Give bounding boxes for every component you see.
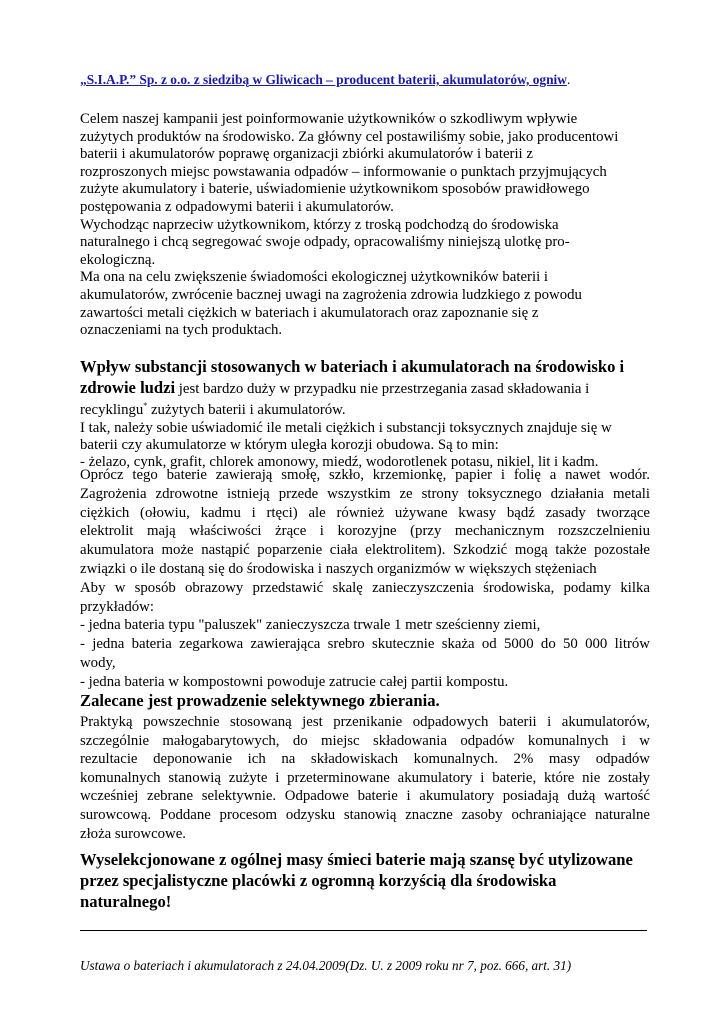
section-selective-body (80, 713, 650, 843)
body-line: złoża surowcowe. (80, 825, 186, 842)
recycling-rest: zużytych baterii i akumulatorów. (147, 402, 346, 418)
intro-line: postępowania z odpadowymi baterii i akumulatorów. (80, 198, 394, 215)
impact-line: baterii czy akumulatorze w którym uległa korozji obudowa. Są to min: (80, 437, 499, 453)
intro-line: Celem naszej kampanii jest poinformowanie użytkowników o szkodliwym wpływie (80, 111, 578, 127)
intro-line: akumulatorów, zwrócenie bacznej uwagi na zagrożenia zdrowia ludzkiego z powodu (80, 286, 582, 303)
intro-line: baterii i akumulatorów poprawę organizacji zbiórki akumulatorów i baterii z (80, 146, 533, 163)
body-line: surowcową. Poddane procesom odzysku stanowią znaczne zasoby ochraniające naturalne (80, 806, 650, 823)
conclusion-line: Wyselekcjonowane z ogólnej masy śmieci baterie mają szansę być utylizowane (80, 850, 633, 869)
body-line: Aby w sposób obrazowy przedstawić skalę zanieczyszczenia środowiska, podamy kilka (80, 579, 650, 596)
section-impact-heading: Wpływ substancji stosowanych w bateriach i akumulatorach na środowisko i (80, 357, 625, 376)
conclusion-line: przez specjalistyczne placówki z ogromną korzyścią dla środowiska (80, 871, 557, 890)
intro-line: rozproszonych miejsc powstawania odpadów – informowanie o punktach przyjmujących (80, 163, 607, 180)
footnote-divider (80, 930, 647, 931)
section-selective-heading: Zalecane jest prowadzenie selektywnego zbierania. (80, 691, 440, 710)
list-item: - jedna bateria typu "paluszek" zanieczyszcza trwale 1 metr sześcienny ziemi, (80, 617, 541, 634)
intro-line: ekologiczną. (80, 251, 156, 268)
intro-line: Ma ona na celu zwiększenie świadomości ekologicznej użytkowników baterii i (80, 269, 549, 286)
heading-bold-part: zdrowie ludzi (80, 378, 176, 397)
body-line: związki o ile dostaną się do środowiska i naszych organizmów w większych stężeniach (80, 560, 597, 577)
intro-paragraph (80, 111, 650, 340)
conclusion-line: naturalnego! (80, 892, 172, 911)
section-impact (80, 356, 650, 471)
body-line: rezultacie deponowanie ich na składowiskach komunalnych. 2% masy odpadów (80, 751, 650, 768)
intro-line: zużyte akumulatory i baterie, uświadomienie użytkownikom sposobów prawidłowego (80, 181, 590, 198)
heading-rest: jest bardzo duży w przypadku nie przestrzegania zasad składowania i (175, 381, 590, 397)
conclusion (80, 849, 650, 912)
body-line: elektrolit mają właściwości żrące i korozyjne (przy mechanicznym rozszczelnieniu (80, 523, 650, 540)
footnote: Ustawa o bateriach i akumulatorach z 24.04.2009(Dz. U. z 2009 roku nr 7, poz. 666, art. 31) (80, 958, 572, 973)
body-line: akumulatora może nastąpić poparzenie ciała elektrolitem). Szkodzić mogą także pozostałe (80, 542, 650, 559)
body-line: Praktyką powszechnie stosowaną jest przenikanie odpadowych baterii i akumulatorów, (80, 714, 650, 730)
body-line: Zagrożenia zdrowotne istnieją przede wszystkim ze strony toksycznego działania metali (80, 485, 650, 502)
body-line: wcześniej zebrane selektywnie. Odpadowe baterie i akumulatory posiadają dużą wartość (80, 788, 650, 805)
intro-line: zawartości metali ciężkich w bateriach i akumulatorach oraz zapoznanie się z (80, 304, 539, 321)
impact-line: I tak, należy sobie uświadomić ile metali ciężkich i substancji toksycznych znajduje się w (80, 420, 612, 436)
intro-line: zużytych produktów na środowisko. Za główny cel postawiliśmy sobie, jako producentowi (80, 128, 619, 145)
impact-line: - żelazo, cynk, grafit, chlorek amonowy, miedź, wodorotlenek potasu, nikiel, lit i kadm. (80, 454, 599, 470)
company-line (80, 71, 650, 88)
section-impact-body (80, 466, 650, 692)
body-line: szczególnie małogabarytowych, do miejsc składowania odpadów komunalnych i w (80, 732, 650, 749)
company-link-trail: . (566, 72, 571, 87)
list-item: - jedna bateria zegarkowa zawierająca srebro skutecznie skaża od 5000 do 50 000 litrów (80, 636, 650, 653)
company-link[interactable]: „S.I.A.P.” Sp. z o.o. z siedzibą w Gliwicach – producent baterii, akumulatorów, ogniw (80, 72, 567, 87)
intro-line: Wychodząc naprzeciw użytkownikom, którzy z troską podchodzą do środowiska (80, 216, 559, 233)
recycling-word: recyklingu (80, 402, 144, 418)
body-line: przykładów: (80, 598, 154, 615)
intro-line: oznaczeniami na tych produktach. (80, 322, 283, 339)
list-item-cont: wody, (80, 654, 116, 671)
body-line: ciężkich (ołowiu, kadmu i rtęci) ale również używane kwasy bądź zasady tworzące (80, 504, 650, 521)
body-line: komunalnych stanowią zużyte i przeterminowane akumulatory i baterie, które nie zostały (80, 769, 650, 786)
recycling-line (80, 400, 650, 420)
footnote-mark: * (143, 401, 148, 410)
section-impact-heading-line2 (80, 377, 650, 400)
list-item: - jedna bateria w kompostowni powoduje zatrucie całej partii kompostu. (80, 673, 509, 690)
body-line: Oprócz tego baterie zawierają smołę, szkło, krzemionkę, papier i folię a nawet wodór. (80, 467, 650, 483)
intro-line: naturalnego i chcą segregować swoje odpady, opracowaliśmy niniejszą ulotkę pro- (80, 234, 570, 251)
